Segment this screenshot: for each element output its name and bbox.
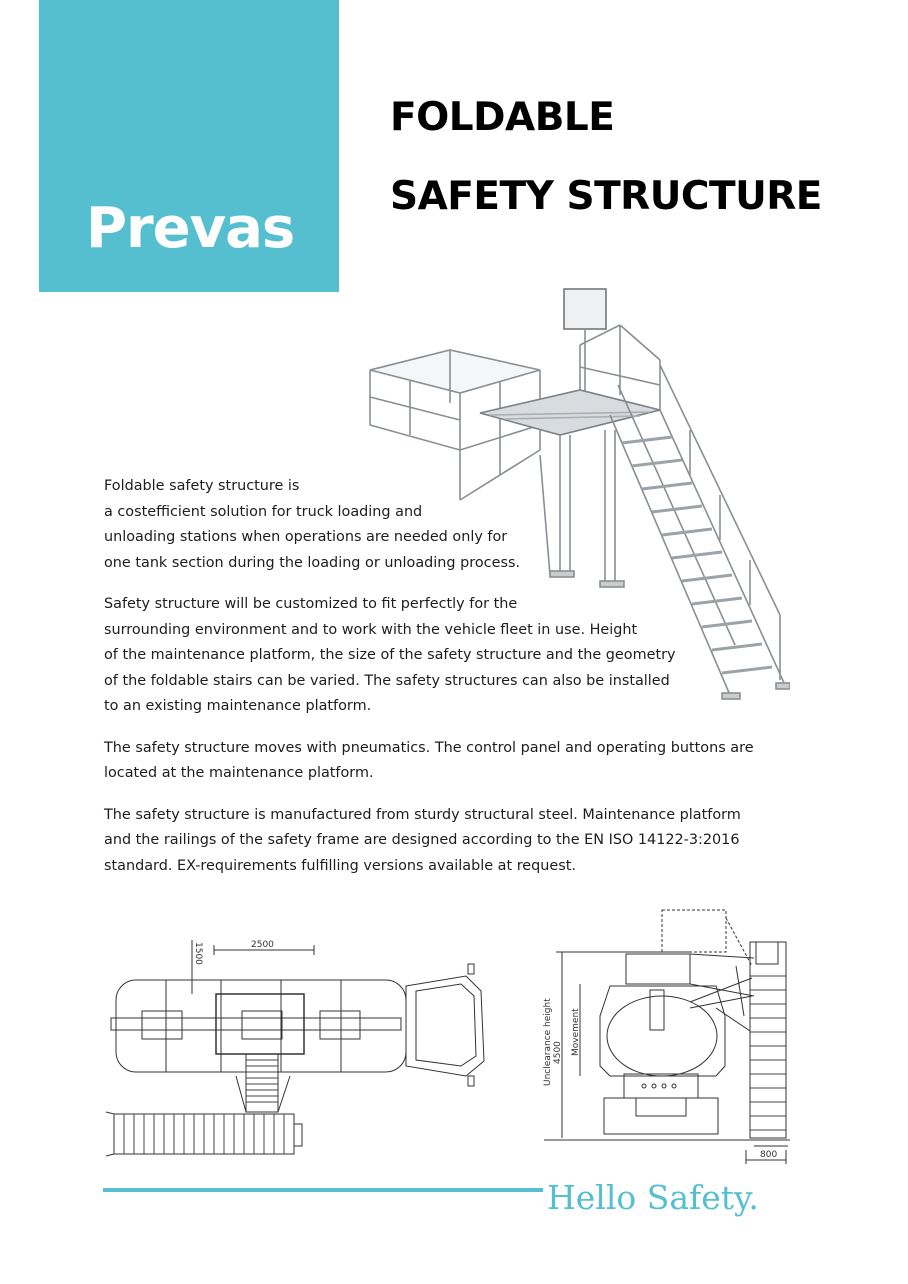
body-text — [104, 474, 794, 895]
paragraph-3 — [104, 736, 794, 787]
top-view-height-dim: 1500 — [193, 942, 203, 965]
paragraph-line: The safety structure is manufactured from sturdy structural steel. Maintenance platform — [104, 806, 741, 823]
paragraph-2 — [104, 592, 794, 720]
title-line-1: FOLDABLE — [390, 95, 615, 140]
paragraph-4 — [104, 803, 794, 880]
side-view-movement-label: Movement — [571, 1008, 581, 1056]
paragraph-line: located at the maintenance platform. — [104, 765, 374, 781]
paragraph-line: standard. EX-requirements fulfilling versions available at request. — [104, 857, 576, 874]
slogan: Hello Safety. — [547, 1178, 759, 1217]
top-view-width-dim: 2500 — [251, 940, 274, 950]
paragraph-line: and the railings of the safety frame are designed according to the EN ISO 14122-3:2016 — [104, 832, 740, 848]
paragraph-line: to an existing maintenance platform. — [104, 698, 372, 714]
title-line-2: SAFETY STRUCTURE — [390, 174, 822, 219]
side-view-drawing — [540, 906, 795, 1168]
paragraph-line: unloading stations when operations are needed only for — [104, 529, 508, 545]
side-view-clearance-label: Unclearance height — [543, 998, 553, 1086]
paragraph-line: The safety structure moves with pneumatics. The control panel and operating buttons are — [104, 739, 754, 756]
paragraph-line: Foldable safety structure is — [104, 478, 300, 494]
paragraph-line: surrounding environment and to work with the vehicle fleet in use. Height — [104, 621, 638, 638]
side-view-height-dim: 4500 — [553, 1041, 563, 1064]
top-view-drawing — [106, 936, 498, 1166]
side-view-width-dim: 800 — [760, 1150, 778, 1160]
paragraph-line: Safety structure will be customized to fit perfectly for the — [104, 596, 518, 612]
paragraph-1 — [104, 474, 794, 576]
paragraph-line: a costefficient solution for truck loading and — [104, 503, 423, 520]
paragraph-line: of the foldable stairs can be varied. The safety structures can also be installed — [104, 672, 670, 689]
paragraph-line: one tank section during the loading or unloading process. — [104, 554, 521, 571]
paragraph-line: of the maintenance platform, the size of the safety structure and the geometry — [104, 647, 676, 663]
page-title — [390, 78, 822, 236]
brand-logo-block — [39, 0, 339, 292]
brand-logo: Prevas — [86, 196, 295, 261]
footer-divider — [103, 1188, 543, 1192]
